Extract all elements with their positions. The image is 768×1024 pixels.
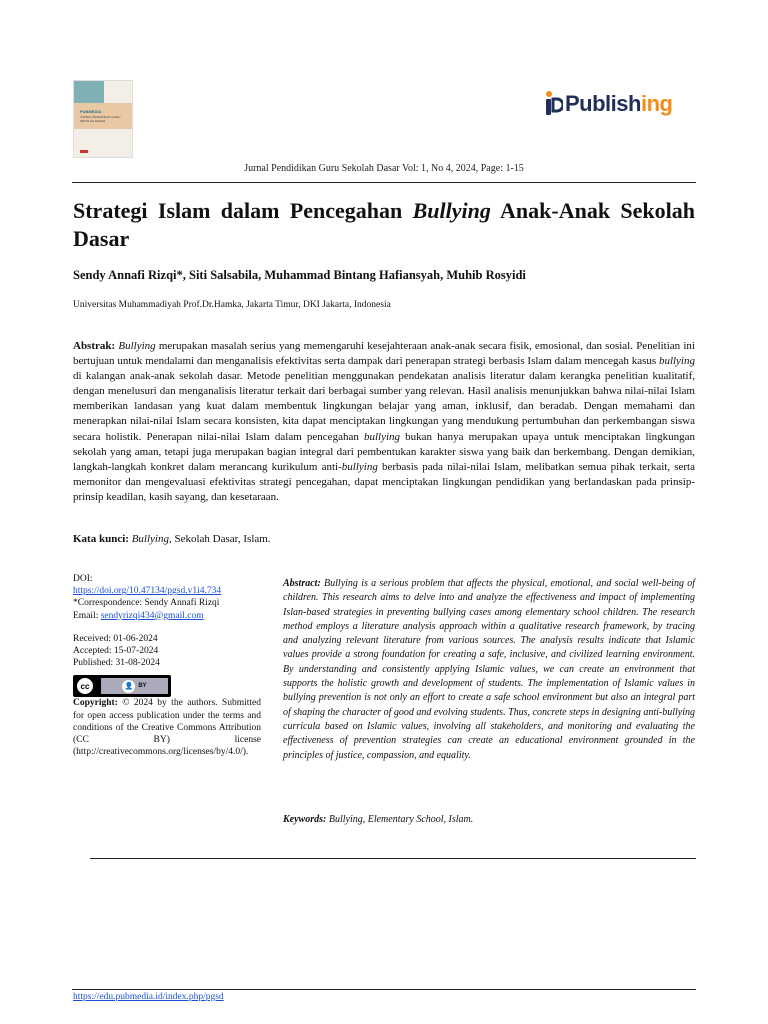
journal-cover-thumbnail xyxy=(73,80,133,158)
header-divider xyxy=(72,182,696,183)
abstract-indonesian: Abstrak: Bullying merupakan masalah serius yang memengaruhi kesejahteraan anak-anak secara fisik, emosional, dan sosial. Penelitian ini bertujuan untuk mendalami dan menganalisis efektivitas serta dampak dari penerapan strategi berbasis Islam dalam mencegah kasus bullying di kalangan anak-anak sekolah dasar. Metode penelitian menggunakan pendekatan analisis literatur dalam kerangka penelitian kualitatif, dengan menelusuri dan menganalisis literatur terkait dari berbagai sumber yang relevan. Hasil analisis menunjukkan bahwa nilai-nilai Islam memberikan landasan yang kuat dalam membentuk lingkungan belajar yang aman, inklusif, dan beradab. Dengan memahami dan menerapkan nilai-nilai Islam secara konsisten, kita dapat menciptakan lingkungan yang mendukung pertumbuhan dan perkembangan siswa secara holistik. Penerapan nilai-nilai Islam dalam pencegahan bullying bukan hanya merupakan upaya untuk menciptakan lingkungan sekolah yang aman, tetapi juga merupakan bagian integral dari pembentukan karakter siswa yang baik dan berkembang. Dengan demikian, langkah-langkah konkret dalam merancang kurikulum anti-bullying berbasis pada nilai-nilai Islam, melibatkan semua pihak terkait, serta memonitor dan mengevaluasi efektivitas strategi pencegahan, dapat menciptakan lingkungan pendidikan yang berlandaskan pada prinsip-prinsip keadilan, kasih sayang, dan kesetaraan. xyxy=(73,340,695,503)
cover-accent-block xyxy=(74,81,104,103)
publisher-logo-text: Publishing xyxy=(565,91,673,116)
by-label: BY xyxy=(138,683,147,690)
copyright-notice: Copyright: © 2024 by the authors. Submitted for open access publication under the terms and conditions of the Creative Commons Attribution (CC BY) license (http://creativecommons.org/licenses/by/4.0/). xyxy=(73,698,261,758)
cover-subtitle: JURNAL PENDIDIKAN GURU SEKOLAH DASAR xyxy=(80,115,121,123)
correspondence: *Correspondence: Sendy Annafi Rizqi xyxy=(73,598,220,609)
affiliation: Universitas Muhammadiyah Prof.Dr.Hamka, Jakarta Timur, DKI Jakarta, Indonesia xyxy=(73,300,391,310)
journal-header-line: Jurnal Pendidikan Guru Sekolah Dasar Vol: 1, No 4, 2024, Page: 1-15 xyxy=(244,163,524,174)
doi-link[interactable]: https://doi.org/10.47134/pgsd.v1i4.734 xyxy=(73,586,222,597)
section-divider xyxy=(90,858,696,859)
cc-icon: cc xyxy=(77,678,93,694)
publisher-logo-icon xyxy=(545,90,563,118)
by-icon-area xyxy=(101,678,168,694)
author-list: Sendy Annafi Rizqi*, Siti Salsabila, Muhammad Bintang Hafiansyah, Muhib Rosyidi xyxy=(73,268,526,282)
cover-title: PUBMEDIA xyxy=(80,109,102,114)
abstract-english: Abstract: Bullying is a serious problem that affects the physical, emotional, and social well-being of children. This research aims to delve into and analyze the effectiveness and impact of implementing Islan-based strategies in preventing bullying cases among elementary school children. The research method employs a literature analysis approach within a qualitative research framework, by tracing and analyzing relevant literature from various sources. The analysis results indicate that Islamic values provide a strong foundation for creating a safe, inclusive, and civilized learning environment. By understanding and consistently applying Islamic values, we can create an environment that supports the holistic growth and development of students. The implementation of Islamic values in bullying prevention is not only an effort to create a safe school environment but also an integral part of shaping the character of good and evolving students. Thus, concrete steps in designing anti-bullying curricula based on Islamic values, involving all stakeholders, and monitoring and evaluating the effectiveness of prevention strategies can create an educational environment grounded in the principles of justice, compassion, and equality. xyxy=(283,578,695,761)
article-info-sidebar xyxy=(73,573,261,758)
publisher-logo xyxy=(545,86,672,122)
article-title: Strategi Islam dalam Pencegahan Bullying Anak-Anak Sekolah Dasar xyxy=(73,198,695,251)
footer-divider xyxy=(72,989,696,990)
email-line: Email: sendyrizqi434@gmail.com xyxy=(73,610,204,621)
journal-url-link[interactable]: https://edu.pubmedia.id/index.php/pgsd xyxy=(73,992,224,1002)
published-date: Published: 31-08-2024 xyxy=(73,658,160,669)
accepted-date: Accepted: 15-07-2024 xyxy=(73,646,159,657)
cc-by-license-badge xyxy=(73,675,171,697)
doi-label: DOI: xyxy=(73,574,93,584)
cover-footer-mark xyxy=(80,150,88,153)
received-date: Received: 01-06-2024 xyxy=(73,633,158,644)
kata-kunci: Kata kunci: Bullying, Sekolah Dasar, Islam. xyxy=(73,533,271,545)
email-link[interactable]: sendyrizqi434@gmail.com xyxy=(100,610,204,621)
keywords: Keywords: Bullying, Elementary School, Islam. xyxy=(283,814,474,825)
attribution-icon: 👤 xyxy=(122,680,135,693)
